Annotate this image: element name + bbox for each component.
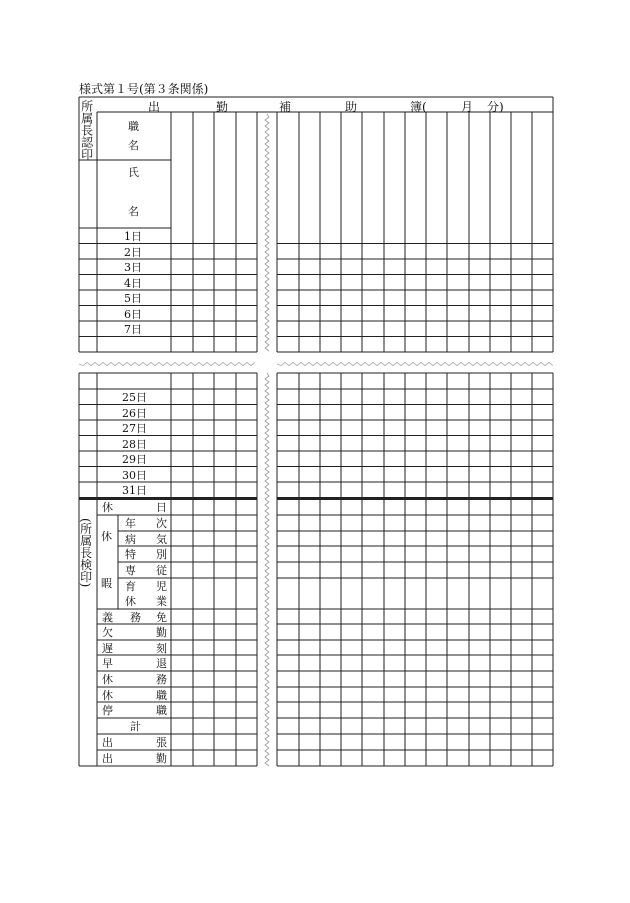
day-label: 7日 [124,323,142,336]
approval-seal-label: 所属長認印 [79,100,94,160]
day-label: 1日 [124,230,142,243]
summary-label-char: 刻 [156,642,167,655]
childcare-char: 業 [156,595,167,608]
day-label: 26日 [122,406,147,420]
total-label: 計 [130,720,141,733]
summary-label-char: 職 [156,704,167,717]
leave-type-char: 従 [156,564,167,577]
summary-label-char: 勤 [156,626,167,639]
summary-label-char: 職 [156,689,167,702]
leave-type-char: 年 [125,517,136,530]
day-label: 4日 [124,276,142,290]
childcare-char: 休 [125,595,136,608]
summary-label-char: 務 [156,673,167,686]
leave-type-char: 別 [156,548,167,561]
leave-group-char: 休 [101,530,112,543]
summary-label-char: 義 [102,611,113,624]
day-label: 6日 [124,307,142,321]
summary-label-char: 早 [102,657,113,670]
day-label: 3日 [124,261,142,274]
form-title: 様式第１号(第３条関係) [79,82,209,96]
leave-type-char: 専 [125,564,136,577]
header-title-char: 勤 [216,100,229,114]
childcare-char: 児 [156,580,167,593]
header-title-char: 簿( [410,100,427,114]
section-break-line [277,362,553,365]
summary-label-char: 欠 [102,626,113,639]
summary-label-char: 遅 [102,642,113,655]
day-label: 28日 [122,437,147,451]
business-trip-char: 張 [156,736,167,749]
attendance-char: 勤 [156,752,167,765]
page-break-zigzag [265,114,269,351]
header-title-char: 助 [345,100,358,114]
section-break-line [79,362,255,365]
summary-label-char: 免 [156,611,167,624]
page-break-zigzag [265,373,269,766]
summary-label-char: 停 [102,704,113,717]
day-label: 30日 [122,468,147,482]
header-title-char: 補 [279,100,292,114]
leave-group-char: 暇 [101,577,112,590]
summary-label-char: 休 [102,673,113,686]
leave-type-char: 気 [156,533,167,546]
header-suffix-label: 分) [487,100,504,114]
name-label-char: 名 [128,205,139,218]
position-label-char: 名 [128,139,139,152]
business-trip-char: 出 [102,736,113,749]
leave-type-char: 病 [125,533,136,546]
holiday-label-char: 休 [102,501,113,514]
summary-label-char: 退 [156,657,167,670]
day-label: 31日 [122,484,147,497]
leave-type-char: 特 [125,548,136,561]
attendance-char: 出 [102,752,113,765]
day-label: 25日 [122,391,147,404]
name-label-char: 氏 [128,166,139,179]
childcare-char: 育 [125,580,136,593]
day-label: 5日 [124,292,142,305]
position-label-char: 職 [128,120,139,133]
day-label: 27日 [122,422,147,435]
summary-label-char: 休 [102,689,113,702]
header-month-label: 月 [461,100,474,114]
day-label: 2日 [124,245,142,259]
summary-label-char: 務 [130,611,141,624]
inspection-seal-label: (所属長検印) [78,518,93,588]
header-title-char: 出 [148,100,161,114]
leave-type-char: 次 [156,517,167,530]
day-label: 29日 [122,453,147,466]
holiday-label-char: 日 [156,501,167,514]
